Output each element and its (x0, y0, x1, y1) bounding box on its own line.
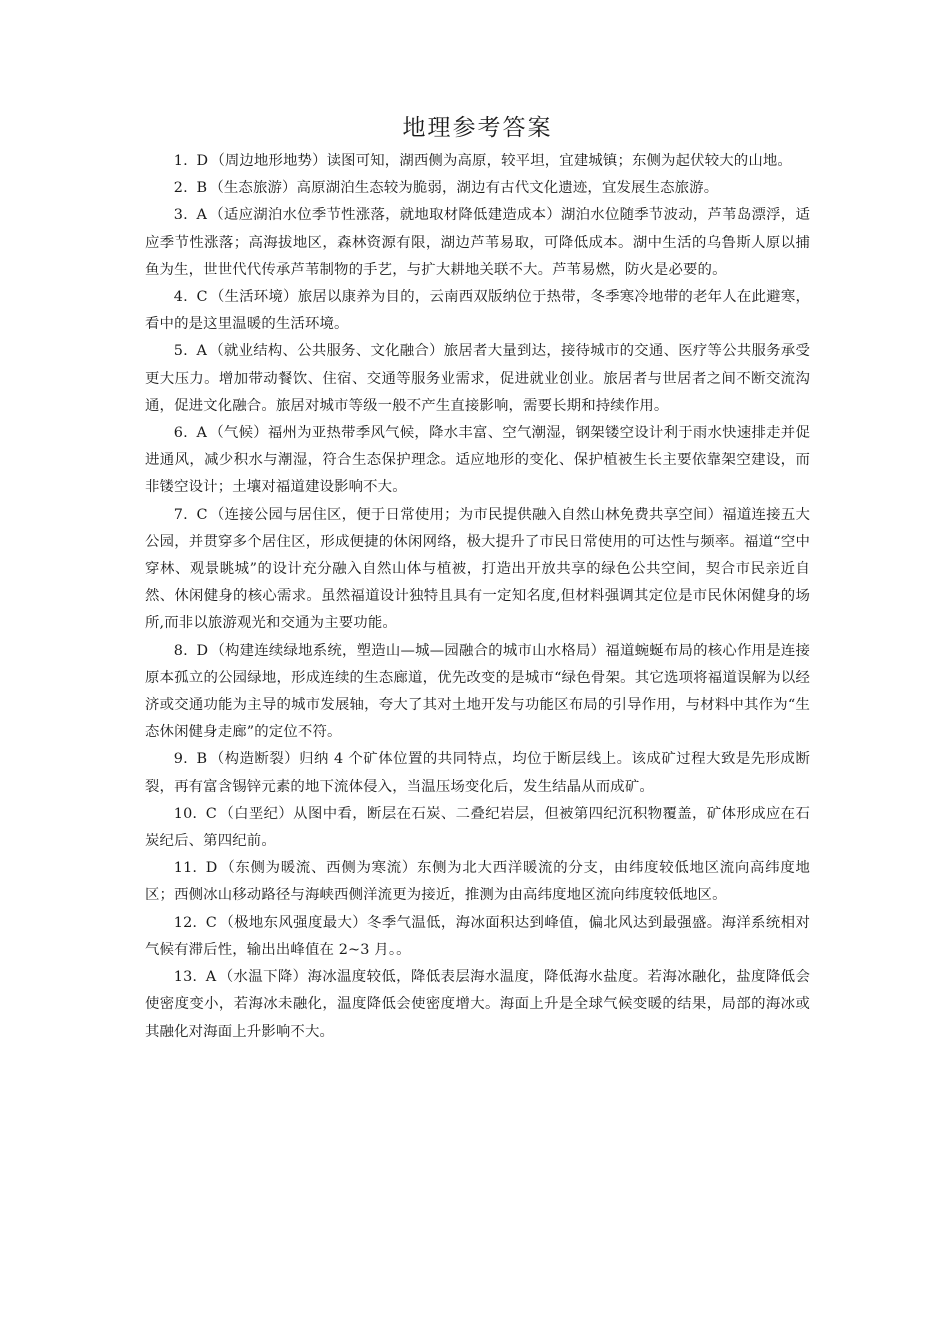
answer-number: 5. (173, 343, 188, 360)
answer-explanation: （生活环境）旅居以康养为目的，云南西双版纳位于热带，冬季寒冷地带的老年人在此避寒，看中的是这里温暖的生活环境。 (145, 289, 810, 333)
answer-explanation: （就业结构、公共服务、文化融合）旅居者大量到达，接待城市的交通、医疗等公共服务承受更大压力。增加带动餐饮、住宿、交通等服务业需求，促进就业创业。旅居者与世居者之间不断交流沟通，促进文化融合。旅居对城市等级一般不产生直接影响，需要长期和持续作用。 (145, 343, 810, 414)
answer-explanation: （周边地形地势）读图可知，湖西侧为高原，较平坦，宜建城镇；东侧为起伏较大的山地。 (210, 153, 792, 169)
answer-number: 12. (173, 914, 198, 931)
answer-item (145, 801, 810, 855)
answer-item (145, 175, 810, 202)
answer-choice: C (196, 289, 208, 306)
answer-item (145, 746, 810, 800)
answer-number: 10. (173, 805, 198, 822)
answer-choice: A (196, 207, 207, 224)
answer-item (145, 910, 810, 964)
answer-item (145, 638, 810, 747)
answer-explanation: （连接公园与居住区，便于日常使用；为市民提供融入自然山林免费共享空间）福道连接五大公园，并贯穿多个居住区，形成便捷的休闲网络，极大提升了市民日常使用的可达性与频率。福道“空中穿林、观景眺城”的设计充分融入自然山体与植被，打造出开放共享的绿色公共空间，契合市民亲近自然、休闲健身的核心需求。虽然福道设计独特且具有一定知名度,但材料强调其定位是市民休闲健身的场所,而非以旅游观光和交通为主要功能。 (145, 506, 810, 632)
answer-number: 1. (173, 153, 188, 169)
answer-explanation: （白垩纪）从图中看，断层在石炭、二叠纪岩层，但被第四纪沉积物覆盖，矿体形成应在石炭纪后、第四纪前。 (145, 805, 810, 850)
answer-number: 11. (173, 860, 198, 877)
answer-explanation: （构建连续绿地系统，塑造山—城—园融合的城市山水格局）福道蜿蜒布局的核心作用是连接原本孤立的公园绿地，形成连续的生态廊道，优先改变的是城市“绿色骨架。其它选项将福道误解为以经济或交通功能为主导的城市发展轴，夸大了其对土地开发与功能区布局的引导作用，与材料中其作为“生态休闲健身走廊”的定位不符。 (145, 642, 810, 741)
answer-item (145, 855, 810, 909)
answer-item (145, 148, 810, 175)
answer-item (145, 338, 810, 420)
answer-explanation: （水温下降）海冰温度较低，降低表层海水温度，降低海水盐度。若海冰融化，盐度降低会使密度变小，若海冰未融化，温度降低会使密度增大。海面上升是全球气候变暖的结果，局部的海冰或其融化对海面上升影响不大。 (145, 969, 810, 1040)
answer-choice: C (196, 506, 208, 523)
answer-number: 13. (173, 969, 198, 986)
answer-item (145, 420, 810, 502)
answer-explanation: （生态旅游）高原湖泊生态较为脆弱，湖边有古代文化遗迹，宜发展生态旅游。 (209, 180, 719, 197)
answer-number: 6. (173, 425, 188, 442)
answer-item (145, 202, 810, 284)
answer-choice: B (196, 751, 208, 768)
answer-choice: A (196, 425, 207, 442)
answer-choice: C (205, 805, 217, 822)
answer-number: 2. (173, 180, 188, 197)
answer-number: 4. (173, 289, 188, 306)
answer-number: 9. (173, 751, 188, 768)
answer-explanation: （构造断裂）归纳 4 个矿体位置的共同特点，均位于断层线上。该成矿过程大致是先形成断裂，再有富含锡锌元素的地下流体侵入，当温压场变化后，发生结晶从而成矿。 (145, 751, 810, 795)
answer-choice: A (196, 343, 207, 360)
answer-list (145, 148, 810, 1046)
answer-explanation: （适应湖泊水位季节性涨落，就地取材降低建造成本）湖泊水位随季节波动，芦苇岛漂浮，适应季节性涨落；高海拔地区，森林资源有限，湖边芦苇易取，可降低成本。湖中生活的乌鲁斯人原以捕鱼为生，世世代代传承芦苇制物的手艺，与扩大耕地关联不大。芦苇易燃，防火是必要的。 (145, 207, 810, 278)
answer-number: 7. (173, 506, 188, 523)
answer-explanation: （极地东风强度最大）冬季气温低，海冰面积达到峰值，偏北风达到最强盛。海洋系统相对气候有滞后性，输出出峰值在 2~3 月。。 (145, 914, 810, 958)
answer-choice: A (205, 969, 217, 986)
answer-choice: D (196, 153, 209, 169)
answer-number: 3. (173, 207, 188, 224)
answer-choice: C (205, 914, 217, 931)
answer-item (145, 502, 810, 638)
answer-number: 8. (173, 642, 188, 659)
answer-choice: D (205, 860, 218, 877)
answer-choice: D (196, 642, 209, 659)
answer-explanation: （东侧为暖流、西侧为寒流）东侧为北大西洋暖流的分支，由纬度较低地区流向高纬度地区；西侧冰山移动路径与海峡西侧洋流更为接近，推测为由高纬度地区流向纬度较低地区。 (145, 860, 810, 904)
answer-item (145, 284, 810, 338)
answer-explanation: （气候）福州为亚热带季风气候，降水丰富、空气潮湿，钢架镂空设计利于雨水快速排走并促进通风，减少积水与潮湿，符合生态保护理念。适应地形的变化、保护植被生长主要依靠架空建设，而非镂空设计；土壤对福道建设影响不大。 (145, 425, 810, 496)
answer-item (145, 964, 810, 1046)
answer-choice: B (196, 180, 208, 197)
answer-sheet (145, 112, 810, 1046)
page-title: 地理参考答案 (402, 115, 553, 141)
